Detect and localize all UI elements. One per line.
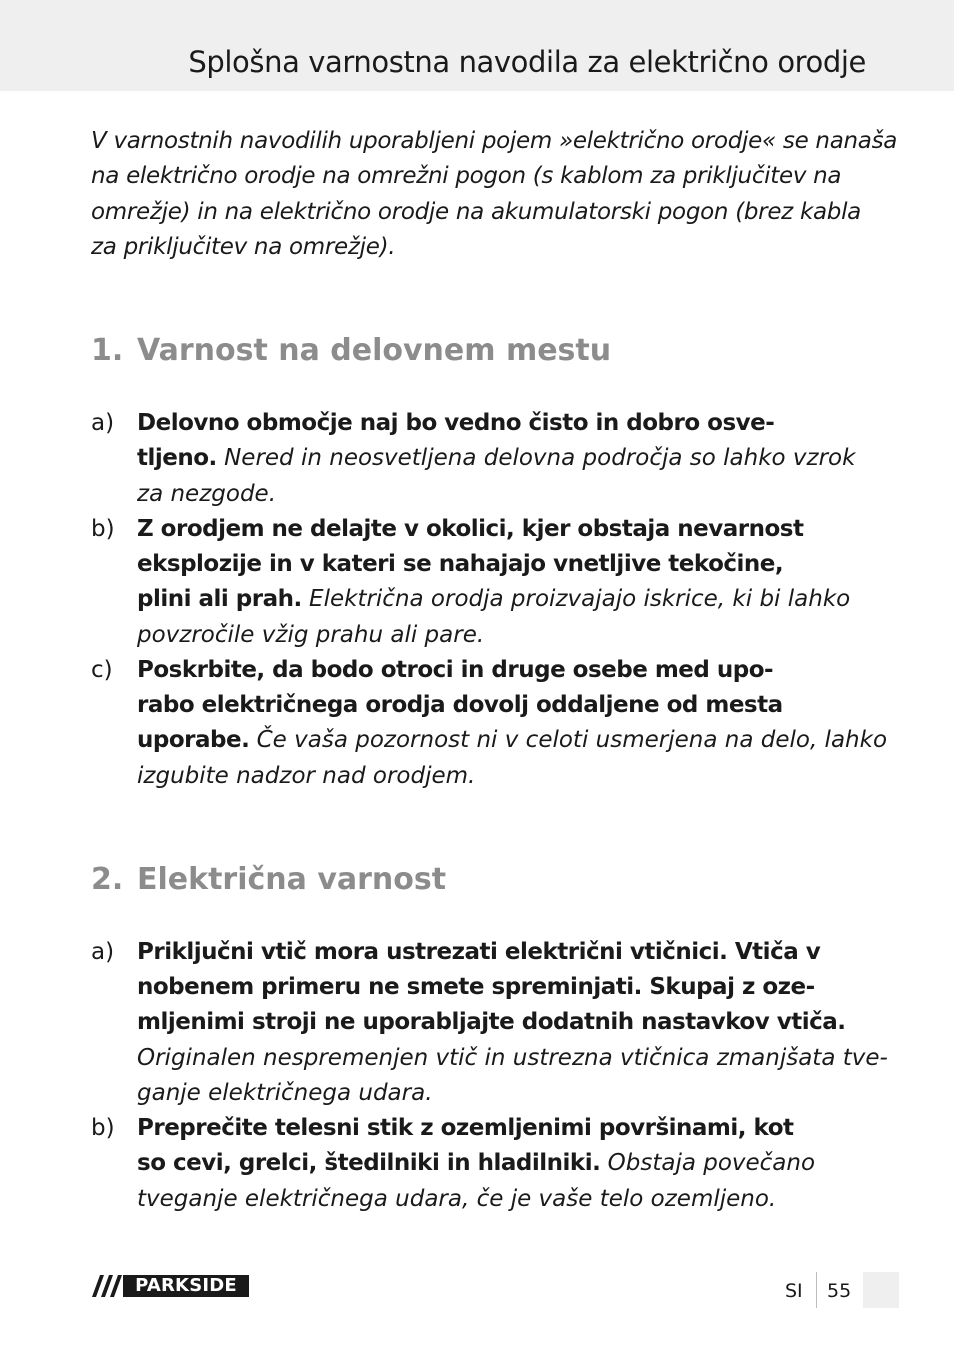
s2-b-line-1: Preprečite telesni stik z ozemljenimi površinami, kot <box>137 1115 794 1141</box>
s1-b-explanation: Električna orodja proizvajajo iskrice, ki bi lahko <box>301 586 851 612</box>
s2-a-line-4: Originalen nespremenjen vtič in ustrezna vtičnica zmanjšata tve- <box>137 1045 888 1071</box>
s1-b-line-2: eksplozije in v kateri se nahajajo vnetljive tekočine, <box>137 551 784 577</box>
s1-a-line-3: za nezgode. <box>137 481 277 507</box>
s2-a-line-5: ganje električnega udara. <box>137 1080 433 1106</box>
s1-c-line-3 <box>137 723 887 758</box>
section-1-title: Varnost na delovnem mestu <box>137 333 612 368</box>
s1-a-line-1: Delovno območje naj bo vedno čisto in dobro osve- <box>137 410 775 436</box>
footer-language: SI <box>785 1280 803 1302</box>
s2-b-line-3: tveganje električnega udara, če je vaše telo ozemljeno. <box>137 1186 777 1212</box>
s1-b-line-3 <box>137 582 850 617</box>
page-number: 55 <box>827 1280 852 1302</box>
s1-b-letter: b) <box>91 516 115 542</box>
s2-b-bold-end: so cevi, grelci, štedilniki in hladilniki. <box>137 1150 601 1176</box>
s1-c-line-2: rabo električnega orodja dovolj oddaljene od mesta <box>137 692 783 718</box>
footer-gray-box <box>863 1272 899 1308</box>
s1-a-letter: a) <box>91 410 115 436</box>
parkside-logo <box>91 1275 249 1297</box>
s1-c-bold-end: uporabe. <box>137 727 250 753</box>
s1-c-letter: c) <box>91 657 113 683</box>
s2-a-letter: a) <box>91 939 115 965</box>
s1-b-line-1: Z orodjem ne delajte v okolici, kjer obstaja nevarnost <box>137 516 804 542</box>
intro-line-3: omrežje) in na električno orodje na akumulatorski pogon (brez kabla <box>91 199 861 225</box>
section-2-heading <box>91 860 446 900</box>
s1-c-line-1: Poskrbite, da bodo otroci in druge osebe med upo- <box>137 657 774 683</box>
page-header-title: Splošna varnostna navodila za električno orodje <box>188 45 866 79</box>
s1-a-explanation: Nered in neosvetljena delovna področja so lahko vzrok <box>216 445 856 471</box>
logo-slashes-icon <box>91 1275 123 1297</box>
section-1-heading <box>91 331 611 371</box>
s2-a-line-1: Priključni vtič mora ustrezati električni vtičnici. Vtiča v <box>137 939 821 965</box>
section-1-number: 1. <box>91 333 124 368</box>
s2-a-line-3: mljenimi stroji ne uporabljajte dodatnih nastavkov vtiča. <box>137 1009 846 1035</box>
s1-b-bold-end: plini ali prah. <box>137 586 302 612</box>
s1-b-line-4: povzročile vžig prahu ali pare. <box>137 622 485 648</box>
s2-b-explanation: Obstaja povečano <box>600 1150 816 1176</box>
s1-c-explanation: Če vaša pozornost ni v celoti usmerjena na delo, lahko <box>249 727 888 753</box>
s1-c-line-4: izgubite nadzor nad orodjem. <box>137 763 476 789</box>
s1-a-bold-end: tljeno. <box>137 445 217 471</box>
intro-line-4: za priključitev na omrežje). <box>91 234 396 260</box>
intro-line-1: V varnostnih navodilih uporabljeni pojem »električno orodje« se nanaša <box>91 128 898 154</box>
section-2-number: 2. <box>91 862 124 897</box>
footer-divider <box>816 1272 817 1308</box>
section-2-title: Električna varnost <box>137 862 447 897</box>
s2-b-line-2 <box>137 1146 815 1181</box>
logo-brand-text: PARKSIDE <box>123 1275 249 1297</box>
intro-line-2: na električno orodje na omrežni pogon (s kablom za priključitev na <box>91 163 842 189</box>
s2-a-line-2: nobenem primeru ne smete spreminjati. Skupaj z oze- <box>137 974 815 1000</box>
s1-a-line-2 <box>137 441 855 476</box>
s2-b-letter: b) <box>91 1115 115 1141</box>
